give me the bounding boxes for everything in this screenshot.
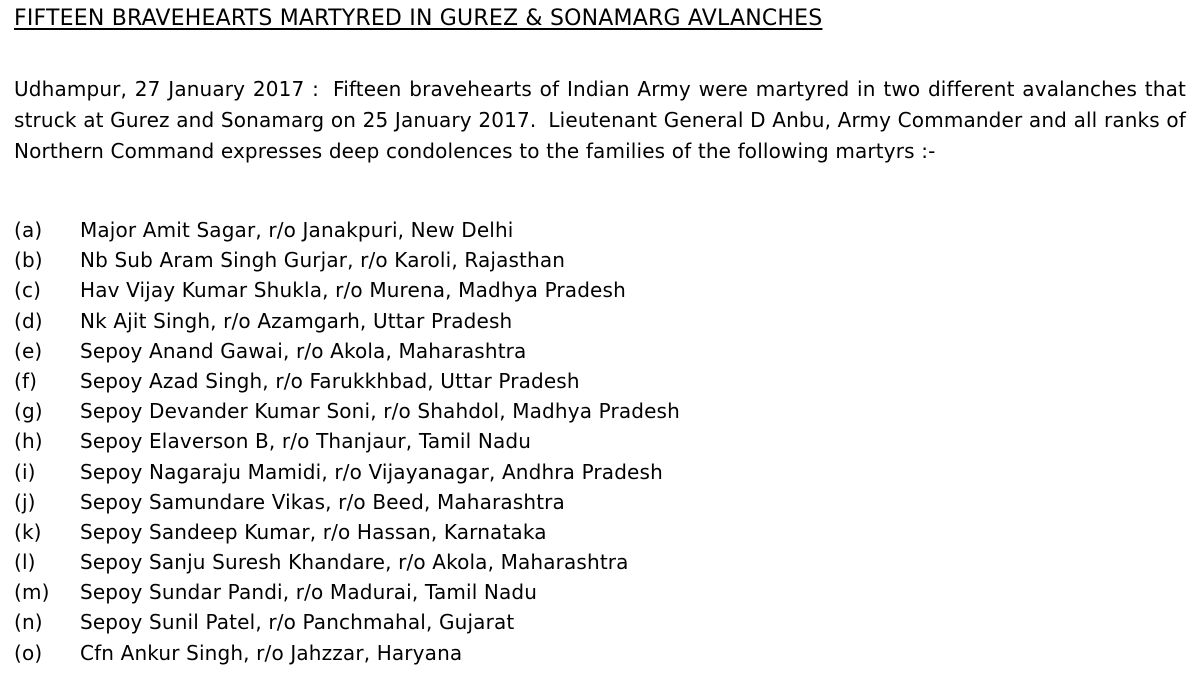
martyr-entry: Hav Vijay Kumar Shukla, r/o Murena, Madhya Pradesh xyxy=(80,278,626,303)
list-item xyxy=(14,215,680,245)
martyr-entry: Sepoy Sandeep Kumar, r/o Hassan, Karnataka xyxy=(80,519,547,544)
martyr-entry: Sepoy Sundar Pandi, r/o Madurai, Tamil Nadu xyxy=(80,580,538,605)
list-item xyxy=(14,487,680,517)
martyr-entry: Nk Ajit Singh, r/o Azamgarh, Uttar Pradesh xyxy=(80,308,513,333)
list-item xyxy=(14,607,680,637)
list-marker: (k) xyxy=(14,519,42,544)
martyrs-list xyxy=(14,215,680,668)
list-marker: (f) xyxy=(14,368,38,393)
list-marker: (b) xyxy=(14,248,43,273)
list-item xyxy=(14,457,680,487)
list-marker: (d) xyxy=(14,308,43,333)
list-item xyxy=(14,245,680,275)
martyr-entry: Sepoy Anand Gawai, r/o Akola, Maharashtra xyxy=(80,338,527,363)
intro-paragraph xyxy=(14,74,1186,167)
martyr-entry: Nb Sub Aram Singh Gurjar, r/o Karoli, Rajasthan xyxy=(80,248,566,273)
martyr-entry: Sepoy Nagaraju Mamidi, r/o Vijayanagar, Andhra Pradesh xyxy=(80,459,663,484)
martyr-entry: Cfn Ankur Singh, r/o Jahzzar, Haryana xyxy=(80,640,463,665)
intro-sentence-2: Lieutenant General D Anbu, Army Commander and all ranks of Northern Command expresses deep condolences to the families of the following martyrs :- xyxy=(14,108,1186,163)
list-marker: (c) xyxy=(14,278,42,303)
list-marker: (g) xyxy=(14,399,43,424)
list-marker: (i) xyxy=(14,459,36,484)
list-marker: (l) xyxy=(14,550,36,575)
martyr-entry: Sepoy Elaverson B, r/o Thanjaur, Tamil Nadu xyxy=(80,429,532,454)
headline: FIFTEEN BRAVEHEARTS MARTYRED IN GUREZ & SONAMARG AVLANCHES xyxy=(14,6,823,31)
list-item xyxy=(14,396,680,426)
list-item xyxy=(14,426,680,456)
list-item xyxy=(14,638,680,668)
list-item xyxy=(14,547,680,577)
list-item xyxy=(14,306,680,336)
list-marker: (a) xyxy=(14,218,43,242)
martyr-entry: Sepoy Azad Singh, r/o Farukkhbad, Uttar Pradesh xyxy=(80,368,580,393)
martyr-entry: Sepoy Sunil Patel, r/o Panchmahal, Gujarat xyxy=(80,610,515,635)
martyr-entry: Major Amit Sagar, r/o Janakpuri, New Delhi xyxy=(80,218,514,242)
list-marker: (m) xyxy=(14,580,50,605)
martyr-entry: Sepoy Devander Kumar Soni, r/o Shahdol, Madhya Pradesh xyxy=(80,399,680,424)
dateline: Udhampur, 27 January 2017 : xyxy=(14,77,320,101)
martyr-entry: Sepoy Samundare Vikas, r/o Beed, Maharashtra xyxy=(80,489,565,514)
list-marker: (j) xyxy=(14,489,36,514)
list-marker: (e) xyxy=(14,338,43,363)
list-item xyxy=(14,275,680,305)
martyr-entry: Sepoy Sanju Suresh Khandare, r/o Akola, Maharashtra xyxy=(80,550,629,575)
list-item xyxy=(14,517,680,547)
list-item xyxy=(14,336,680,366)
list-marker: (o) xyxy=(14,640,43,665)
list-item xyxy=(14,577,680,607)
list-item xyxy=(14,366,680,396)
list-marker: (n) xyxy=(14,610,43,635)
list-marker: (h) xyxy=(14,429,43,454)
intro-sentence-1: Fifteen bravehearts of Indian Army were martyred in two different avalanches that struck at Gurez and Sonamarg on 25 January 2017. xyxy=(14,77,1186,132)
